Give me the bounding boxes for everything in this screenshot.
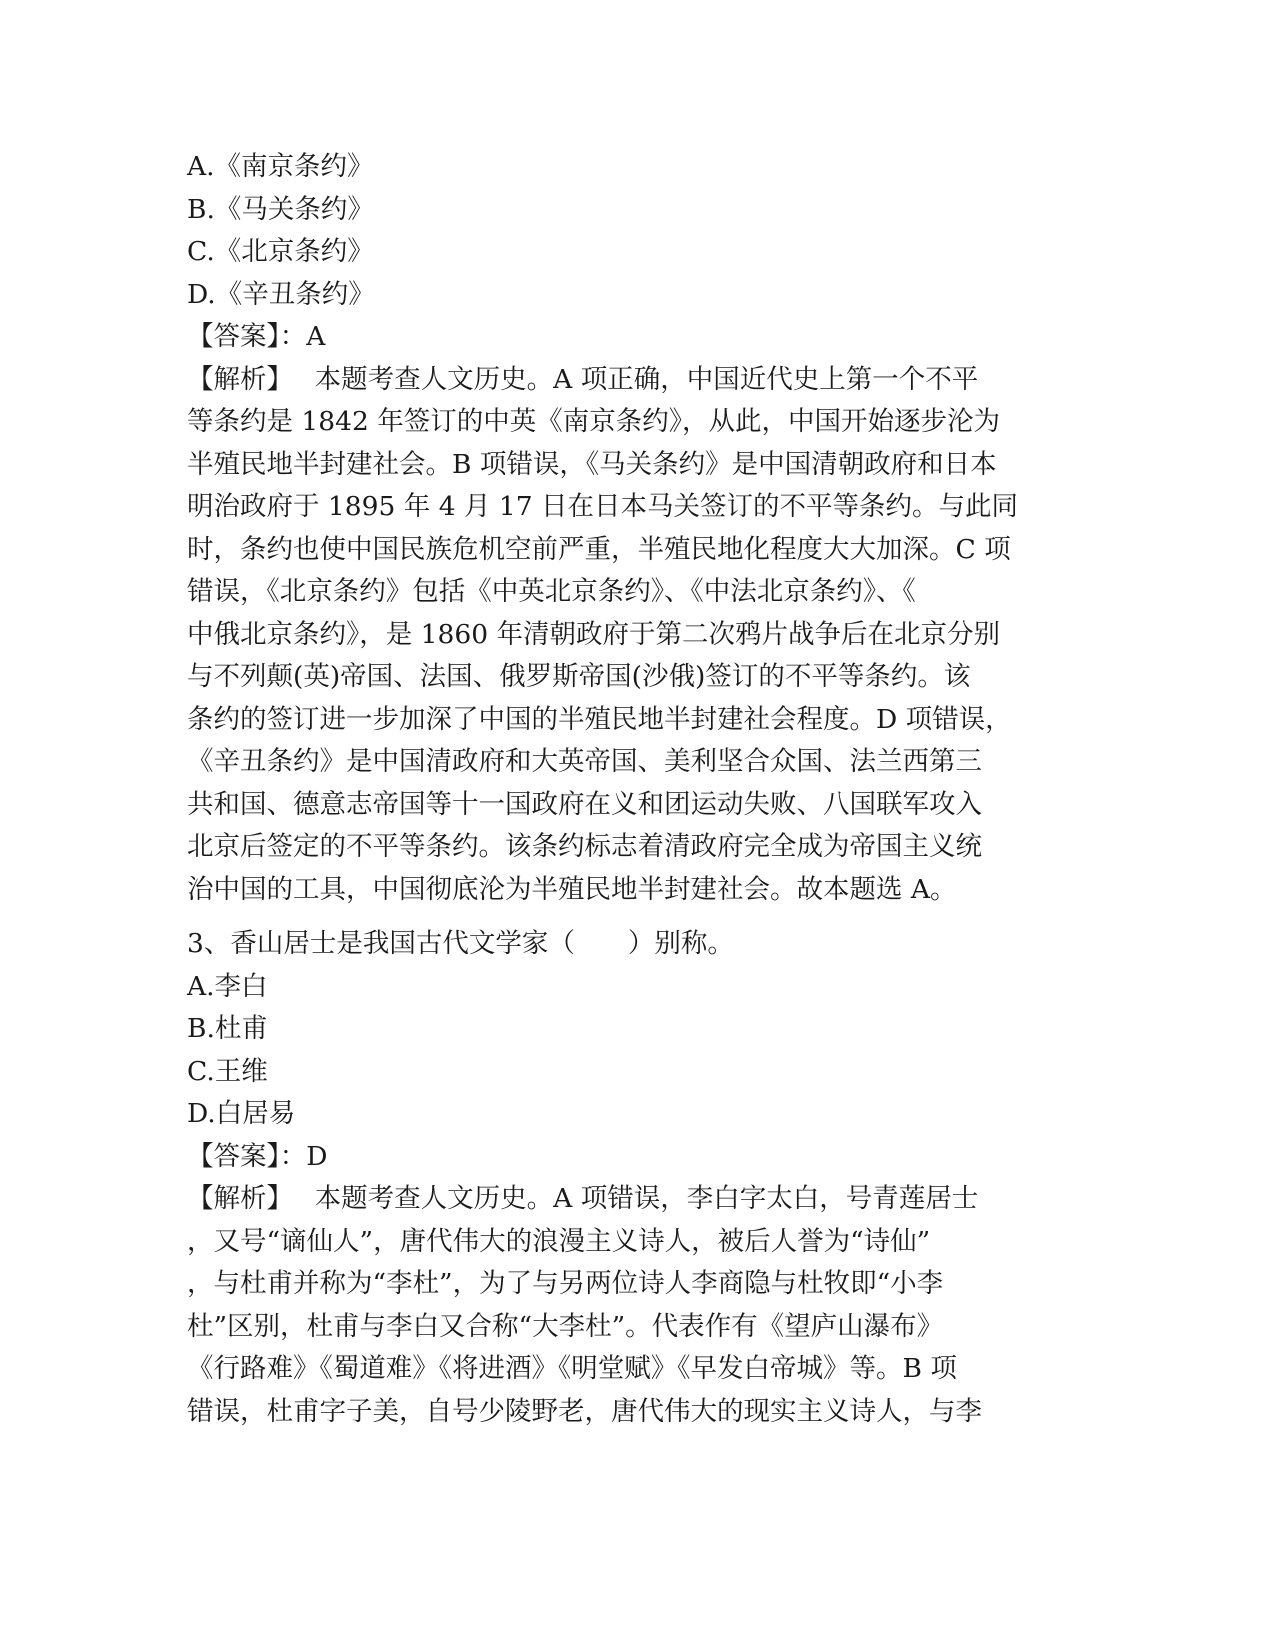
option-d: D.《辛丑条约》 (187, 278, 375, 310)
option-d: D.白居易 (187, 1098, 296, 1129)
analysis-line: 杜”区别，杜甫与李白又合称“大李杜”。代表作有《望庐山瀑布》 (187, 1310, 944, 1342)
option-b: B.杜甫 (187, 1013, 268, 1044)
option-c: C.《北京条约》 (187, 236, 374, 267)
page-content (187, 146, 1087, 1433)
analysis-line: 共和国、德意志帝国等十一国政府在义和团运动失败、八国联军攻入 (187, 788, 982, 820)
option-a: A.《南京条约》 (187, 151, 374, 182)
question-2-block (187, 146, 1087, 911)
analysis-line: ，与杜甫并称为“李杜”，为了与另两位诗人李商隐与杜牧即“小李 (187, 1268, 944, 1299)
analysis-line: 明治政府于 1895 年 4 月 17 日在日本马关签订的不平等条约。与此同 (187, 491, 1019, 522)
analysis-line: 《行路难》《蜀道难》《将进酒》《明堂赋》《早发白帝城》等。B 项 (187, 1353, 957, 1384)
analysis-paragraph (187, 359, 1087, 912)
analysis-line: 错误，杜甫字子美，自号少陵野老，唐代伟大的现实主义诗人，与李 (187, 1395, 982, 1427)
analysis-line: 治中国的工具，中国彻底沦为半殖民地半封建社会。故本题选 A。 (187, 873, 957, 905)
analysis-line: 半殖民地半封建社会。B 项错误，《马关条约》是中国清朝政府和日本 (187, 448, 997, 480)
section-gap (187, 911, 1087, 923)
analysis-line: 《辛丑条约》是中国清政府和大英帝国、美利坚合众国、法兰西第三 (187, 746, 982, 777)
analysis-line: 时，条约也使中国民族危机空前严重，半殖民地化程度大大加深。C 项 (187, 533, 1011, 565)
analysis-line: 等条约是 1842 年签订的中英《南京条约》，从此，中国开始逐步沦为 (187, 406, 1001, 437)
answer-line: 【答案】：D (187, 1140, 328, 1172)
option-b: B.《马关条约》 (187, 193, 374, 225)
analysis-line: 北京后签定的不平等条约。该条约标志着清政府完全成为帝国主义统 (187, 831, 982, 862)
analysis-line: 【解析】 本题考查人文历史。A 项正确，中国近代史上第一个不平 (187, 363, 979, 395)
analysis-line: ，又号“谪仙人”，唐代伟大的浪漫主义诗人，被后人誉为“诗仙” (187, 1225, 931, 1257)
analysis-paragraph (187, 1178, 1087, 1433)
option-a: A.李白 (187, 970, 268, 1002)
analysis-line: 【解析】 本题考查人文历史。A 项错误，李白字太白，号青莲居士 (187, 1183, 979, 1214)
analysis-line: 中俄北京条约》，是 1860 年清朝政府于第二次鸦片战争后在北京分别 (187, 618, 1001, 650)
analysis-line: 条约的签订进一步加深了中国的半殖民地半封建社会程度。D 项错误， (187, 703, 1012, 735)
analysis-line: 与不列颠(英)帝国、法国、俄罗斯帝国(沙俄)签订的不平等条约。该 (187, 661, 971, 692)
question-3-block (187, 923, 1087, 1433)
analysis-line: 错误，《北京条约》包括《中英北京条约》、《中法北京条约》、《 (187, 576, 916, 607)
option-c: C.王维 (187, 1055, 268, 1087)
question-text: 3、香山居士是我国古代文学家（ ）别称。 (187, 928, 734, 959)
answer-line: 【答案】：A (187, 321, 326, 352)
